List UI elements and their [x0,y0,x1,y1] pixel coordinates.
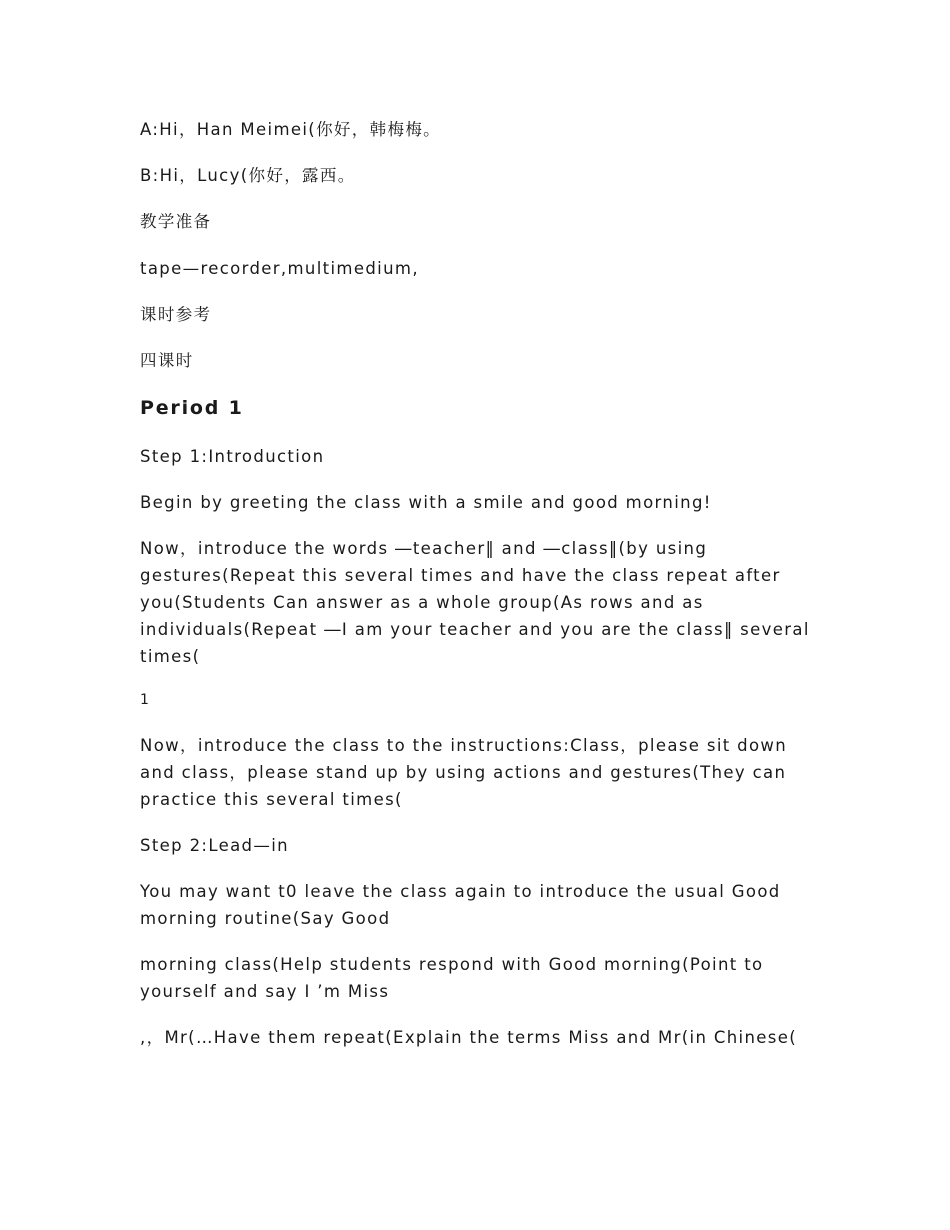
step2-paragraph-respond: morning class(Help students respond with Good morning(Point to yourself and say I ’m Miss [140,955,764,1001]
step1-title: Step 1:Introduction [140,447,325,466]
step1-paragraph-words: Now，introduce the words ―teacher‖ and ―class‖(by using gestures(Repeat this several times and have the class repeat after you(Students Can answer as a whole group(As rows and as individuals(Repeat ―I am your teacher and you are the class‖ several times( [140,539,810,666]
step2-title: Step 2:Lead—in [140,836,289,855]
step1-paragraph-greeting: Begin by greeting the class with a smile and good morning! [140,493,712,512]
dialog-line-a: A:Hi，Han Meimei(你好，韩梅梅。 [140,120,442,139]
step2-paragraph-routine: You may want t0 leave the class again to introduce the usual Good morning routine(Say Good [140,882,781,928]
teaching-prep-items: tape—recorder,multimedium, [140,259,419,278]
teaching-prep-heading: 教学准备 [140,212,212,231]
page-number: 1 [140,692,149,708]
class-hours-value: 四课时 [140,351,194,370]
dialog-line-b: B:Hi，Lucy(你好，露西。 [140,166,356,185]
step1-paragraph-instructions: Now，introduce the class to the instructions:Class，please sit down and class，please stand up by using actions and gestures(They can practice this several times( [140,736,788,809]
period-title: Period 1 [140,397,244,419]
step2-paragraph-terms: ,，Mr(…Have them repeat(Explain the terms Miss and Mr(in Chinese( [140,1028,798,1047]
class-hours-heading: 课时参考 [140,305,212,324]
